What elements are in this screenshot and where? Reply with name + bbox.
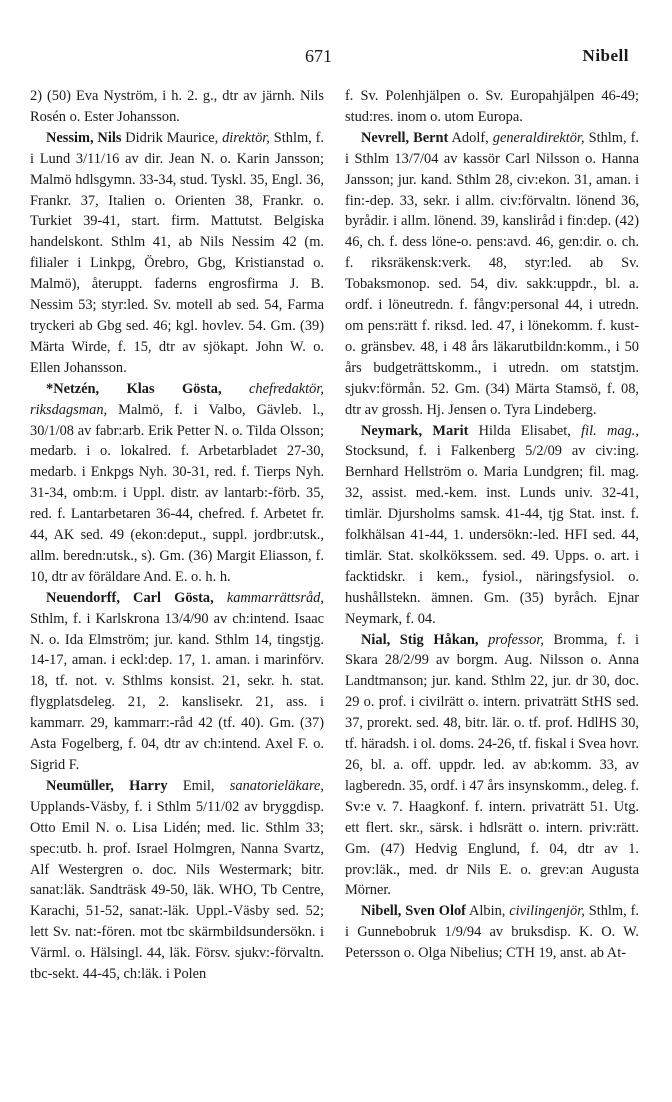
entry-given-name: Bernt	[409, 129, 449, 146]
entry-occupation: fil. mag.,	[581, 422, 640, 439]
biography-entry-continuation	[30, 86, 324, 128]
entry-occupation: direktör,	[222, 129, 270, 146]
entry-text: Sthlm, f. i Gunnebobruk 1/9/94 av bruksdisp. K. O. W. Petersson o. Olga Nibelius; CTH 19, anst. ab At-	[345, 903, 639, 962]
entry-occupation: chefredaktör, riksdagsman,	[30, 380, 324, 418]
entry-surname: Nevrell,	[361, 129, 410, 146]
entry-given-rest: Emil,	[167, 777, 230, 794]
biography-entry	[30, 776, 324, 985]
entry-given-name: Nils	[93, 129, 122, 146]
entry-given-rest	[222, 381, 249, 397]
entry-text: Sthlm, f. i Sthlm 13/7/04 av kassör Carl Nilsson o. Hanna Jansson; jur. kand. Sthlm 28, civ:ekon. 31, aman. i fin:-dep. 33, sekr. i allm. civ:förvaltn. lönend 36, byrådir. i allm. lönend. 39, kansliråd i fin:dep. (42) 46, ch. f. dess löne-o. pens:avd. 46, gen:dir. o. ch. f. riksräkensk:verk. 48, styr:led. ab Sv. Tobaksmonop. sed. 54, div. sakk:uppdr., bl. a. ordf. i löneutredn. f. fångv:personal 44, i utredn. om pens:rätt f. riksd. led. 47, i lönekomm. f. kust- o. gränsbev. 48, i 48 års läkarutbildn:komm., i 50 års budgeträttskomm., i utredn. om statstjm. sjukv:förmån. 52. Gm. (34) Märta Stamsö, f. 08, dtr av grossh. Hj. Jensen o. Tyra Lindeberg.	[345, 129, 639, 418]
entry-occupation: professor,	[488, 631, 544, 648]
entry-given-rest: Adolf,	[448, 129, 493, 146]
biography-entry	[345, 421, 639, 630]
biography-entry	[345, 128, 639, 421]
entry-given-rest: Albin,	[465, 903, 510, 920]
entry-occupation: sanatorieläkare,	[229, 777, 324, 794]
entry-given-rest	[479, 632, 489, 648]
entry-text: Bromma, f. i Skara 28/2/99 av borgm. Aug. Nilsson o. Anna Landtmanson; jur. kand. Sthlm 22, jur. dr 30, doc. 29 o. prof. i civilrätt o. intern. privaträtt StHS sed. 37, prorekt. sed. 48, bitr. lär. o. tf. prof. HdlHS 30, tf. häradsh. i ol. doms. 24-26, tf. fiskal i Svea hovr. 26, bl. a. off. uppdr. led. av ab:komm. 33, av lagberedn. 35, ordf. i 47 års insynskomm., deleg. f. Sv:e v. 7. Haagkonf. f. intern. privaträtt 51. Utg. ett flert. skr., särsk. i hdlsrätt o. intern. priv:rätt. Gm. (47) Hedvig Englund, f. 04, dtr av 1. prov:läk., med. dr Nils E. o. grev:an Augusta Mörner.	[345, 631, 639, 899]
entry-text: Sthlm, f. i Karlskrona 13/4/90 av ch:intend. Isaac N. o. Ida Elmström; jur. kand. Sthlm 14, tingstjg. 14-17, aman. i eckl:dep. 17, 1. aman. i marinförv. 18, tf. not. v. Sthlms konsist. 21, sekr. h. stat. flygplatsdeleg. 21, 2. kanslisekr. 21, ass. i kammarr. 29, kammarr:-råd 42 (tf. 40). Gm. (37) Asta Fogelberg, f. 04, dtr av ch:intend. Axel F. o. Sigrid F.	[30, 610, 324, 773]
entry-text: Upplands-Väsby, f. i Sthlm 5/11/02 av bryggdisp. Otto Emil N. o. Lisa Lidén; med. lic. Sthlm 33; spec:utb. h. prof. Israel Holmgren, Nanna Svartz, Alf Westergren o. doc. Nils Westermark; bitr. sanat:läk. Sandträsk 49-50, läk. WHO, Tb Centre, Karachi, 51-52, sanat:-läk. Uppl.-Väsby sed. 52; lett Sv. nat:-fören. mot tbc skärmbildsundersökn. i Värml. o. Hälsingl. 44, läk. Försv. sjukv:-förvaltn. tbc-sekt. 44-45, ch:läk. i Polen	[30, 798, 324, 983]
biography-entry	[30, 128, 324, 379]
biography-entry	[30, 588, 324, 776]
entry-given-rest: Hilda Elisabet,	[468, 422, 582, 439]
entry-text: f. Sv. Polenhjälpen o. Sv. Europahjälpen 46-49; stud:res. inom o. utom Europa.	[345, 88, 639, 125]
entry-given-name: Stig Håkan,	[390, 631, 479, 648]
entry-surname: Nial,	[361, 631, 391, 648]
entry-given-name: Sven Olof	[401, 903, 466, 920]
biography-entry-continuation	[345, 86, 639, 128]
entry-text: Malmö, f. i Valbo, Gävleb. l., 30/1/08 av fabr:arb. Erik Petter N. o. Tilda Olsson; medarb. i o. lokalred. f. Arbetarbladet 27-30, medarb. i Enkpgs Nyh. 30-31, red. f. Tierps Nyh. 31-34, omb:m. i Uppl. distr. av lantarb:-förb. 35, red. f. Lantarbetaren 36-44, chefred. f. Arbetet fr. 44, AK sed. 49 (ekon:deput., suppl. jordbr:utsk., allm. beredn:utsk., s). Gm. (36) Margit Eliasson, f. 10, dtr av föräldare And. E. o. h. h.	[30, 401, 324, 585]
entry-surname: Neumüller,	[46, 777, 114, 794]
entry-occupation: civilingenjör,	[509, 903, 585, 920]
entry-surname: Nibell,	[361, 903, 402, 920]
entry-text: 2) (50) Eva Nyström, i h. 2. g., dtr av järnh. Nils Rosén o. Ester Johansson.	[30, 88, 324, 125]
entry-surname: Neuendorff,	[46, 589, 120, 606]
running-head: Nibell	[582, 46, 629, 65]
entry-given-name: Marit	[422, 422, 469, 439]
page-number: 671	[305, 46, 332, 66]
entry-text: Stocksund, f. i Falkenberg 5/2/09 av civ:ing. Bernhard Hellström o. Maria Lundgren; fil. mag. 32, assist. med.-kem. inst. Lunds univ. 32-41, timlär. Djursholms samsk. 41-44, tjg Stat. inst. f. folkhälsan 41-44, 1. undersökn:-led. HFI sed. 44, timlär. Stat. skolkökssem. sed. 49. Upps. o. art. i facktidskr. i kem., fysiol., näringsfysiol. o. hushållstekn. ämnen. Gm. (35) byråch. Ejnar Neymark, f. 04.	[345, 443, 639, 627]
entry-given-name: Harry	[113, 777, 168, 794]
biography-entry	[345, 901, 639, 964]
right-column	[345, 86, 639, 964]
biography-entry	[345, 630, 639, 902]
entry-surname: *Netzén,	[46, 380, 100, 397]
entry-given-name: Klas Gösta,	[99, 380, 222, 397]
entry-given-rest	[214, 590, 227, 606]
entry-surname: Nessim,	[46, 129, 94, 146]
entry-surname: Neymark,	[361, 422, 423, 439]
page-header	[0, 46, 672, 76]
biography-entry	[30, 379, 324, 588]
entry-given-rest: Didrik Maurice,	[121, 129, 223, 146]
entry-occupation: kammarrättsråd,	[226, 589, 324, 606]
entry-given-name: Carl Gösta,	[119, 589, 214, 606]
entry-text: Sthlm, f. i Lund 3/11/16 av dir. Jean N. o. Karin Jansson; Malmö hdlsgymn. 33-34, stud. Tyskl. 35, Engl. 36, Frankr. 37, Italien o. Orienten 38, Frankr. o. Turkiet 39-41, start. firm. Mattutst. Belgiska handelskont. Sthlm 41, ab Nils Nessim 42 (m. filialer i Linkpg, Örebro, Gbg, Kristianstad o. Malmö), återuppt. faderns engrosfirma J. B. Nessim 53; styr:led. Sv. motell ab sed. 54, Farma tryckeri ab Gbg sed. 46; kgl. hovlev. 54. Gm. (39) Märta Wirde, f. 15, dtr av sjökapt. John W. o. Ellen Johansson.	[30, 129, 324, 376]
entry-occupation: generaldirektör,	[492, 129, 585, 146]
left-column	[30, 86, 324, 985]
